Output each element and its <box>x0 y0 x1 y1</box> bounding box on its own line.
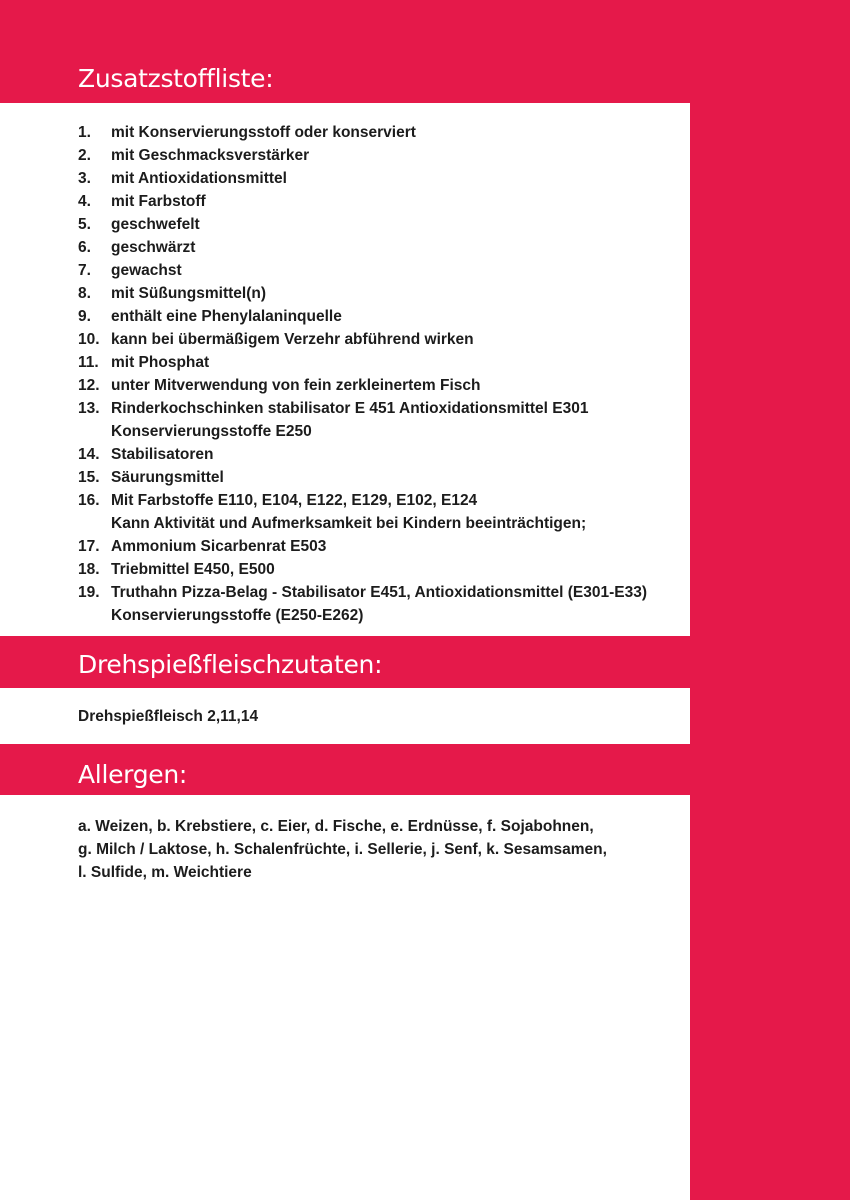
additive-text <box>111 282 266 305</box>
additive-text-line: mit Süßungsmittel(n) <box>111 285 266 302</box>
additive-number: 12. <box>78 377 100 394</box>
additive-text <box>111 466 224 489</box>
additive-text <box>111 558 275 581</box>
additive-number: 8. <box>78 285 91 302</box>
additive-item <box>78 558 678 581</box>
additive-text <box>111 374 481 397</box>
additive-item <box>78 535 678 558</box>
additive-text-line: mit Geschmacksverstärker <box>111 147 310 164</box>
additive-number: 13. <box>78 400 100 417</box>
additive-text-line: gewachst <box>111 262 182 279</box>
additive-text-line: kann bei übermäßigem Verzehr abführend wirken <box>111 331 474 348</box>
additive-item <box>78 167 678 190</box>
additive-text <box>111 305 342 328</box>
additive-number: 4. <box>78 193 91 210</box>
additive-number: 3. <box>78 170 91 187</box>
additives-heading: Zusatzstoffliste: <box>78 64 274 93</box>
additive-item <box>78 236 678 259</box>
additive-text-line: mit Farbstoff <box>111 193 206 210</box>
additive-item <box>78 144 678 167</box>
additive-number: 5. <box>78 216 91 233</box>
additive-text-line: Säurungsmittel <box>111 469 224 486</box>
additive-number: 15. <box>78 469 100 486</box>
additive-item <box>78 282 678 305</box>
additive-item <box>78 213 678 236</box>
additives-list <box>78 121 678 627</box>
additive-text <box>111 328 474 351</box>
additive-text-line: Konservierungsstoffe E250 <box>111 423 312 440</box>
additive-item <box>78 489 678 535</box>
additive-item <box>78 443 678 466</box>
additive-text-line: mit Phosphat <box>111 354 210 371</box>
additive-item <box>78 374 678 397</box>
additive-number: 17. <box>78 538 100 555</box>
additive-item <box>78 466 678 489</box>
additive-text <box>111 489 586 535</box>
additive-number: 10. <box>78 331 100 348</box>
additive-item <box>78 121 678 144</box>
additive-text-line: geschwärzt <box>111 239 196 256</box>
additive-number: 6. <box>78 239 91 256</box>
additive-number: 18. <box>78 561 100 578</box>
additive-text <box>111 535 326 558</box>
allergens-text <box>78 815 658 884</box>
additive-text-line: Truthahn Pizza-Belag - Stabilisator E451, Antioxidationsmittel (E301-E33) <box>111 584 648 601</box>
additive-number: 7. <box>78 262 91 279</box>
additive-number: 9. <box>78 308 91 325</box>
allergens-line: l. Sulfide, m. Weichtiere <box>78 864 252 881</box>
additive-text-line: Kann Aktivität und Aufmerksamkeit bei Kindern beeinträchtigen; <box>111 515 587 532</box>
additive-text <box>111 443 214 466</box>
additive-text <box>111 167 287 190</box>
additive-text-line: unter Mitverwendung von fein zerkleinertem Fisch <box>111 377 481 394</box>
additive-text-line: Triebmittel E450, E500 <box>111 561 275 578</box>
additive-item <box>78 328 678 351</box>
allergens-line: a. Weizen, b. Krebstiere, c. Eier, d. Fische, e. Erdnüsse, f. Sojabohnen, <box>78 818 594 835</box>
additive-text <box>111 397 588 443</box>
additive-item <box>78 581 678 627</box>
additive-text <box>111 121 416 144</box>
additive-text-line: mit Antioxidationsmittel <box>111 170 287 187</box>
additive-item <box>78 190 678 213</box>
additive-text <box>111 236 195 259</box>
doner-ingredients-text: Drehspießfleisch 2,11,14 <box>78 708 259 725</box>
additive-text-line: mit Konservierungsstoff oder konserviert <box>111 124 416 141</box>
allergens-line: g. Milch / Laktose, h. Schalenfrüchte, i. Sellerie, j. Senf, k. Sesamsamen, <box>78 841 607 858</box>
additive-number: 11. <box>78 354 99 371</box>
additive-number: 16. <box>78 492 100 509</box>
additive-number: 2. <box>78 147 91 164</box>
additive-text-line: Konservierungsstoffe (E250-E262) <box>111 607 364 624</box>
additive-text <box>111 351 209 374</box>
additive-text-line: Stabilisatoren <box>111 446 214 463</box>
additive-item <box>78 305 678 328</box>
additive-text-line: Rinderkochschinken stabilisator E 451 Antioxidationsmittel E301 <box>111 400 589 417</box>
additive-number: 14. <box>78 446 100 463</box>
additive-text <box>111 213 200 236</box>
additive-item <box>78 397 678 443</box>
additive-text <box>111 259 182 282</box>
additive-text-line: Ammonium Sicarbenrat E503 <box>111 538 327 555</box>
additive-text <box>111 190 206 213</box>
additive-number: 19. <box>78 584 100 601</box>
additive-text-line: Mit Farbstoffe E110, E104, E122, E129, E102, E124 <box>111 492 478 509</box>
doner-heading: Drehspießfleischzutaten: <box>78 650 383 679</box>
additive-item <box>78 351 678 374</box>
additive-text-line: enthält eine Phenylalaninquelle <box>111 308 342 325</box>
additive-text-line: geschwefelt <box>111 216 200 233</box>
allergens-heading: Allergen: <box>78 760 188 789</box>
additive-item <box>78 259 678 282</box>
additive-number: 1. <box>78 124 91 141</box>
additive-text <box>111 144 309 167</box>
additive-text <box>111 581 647 627</box>
